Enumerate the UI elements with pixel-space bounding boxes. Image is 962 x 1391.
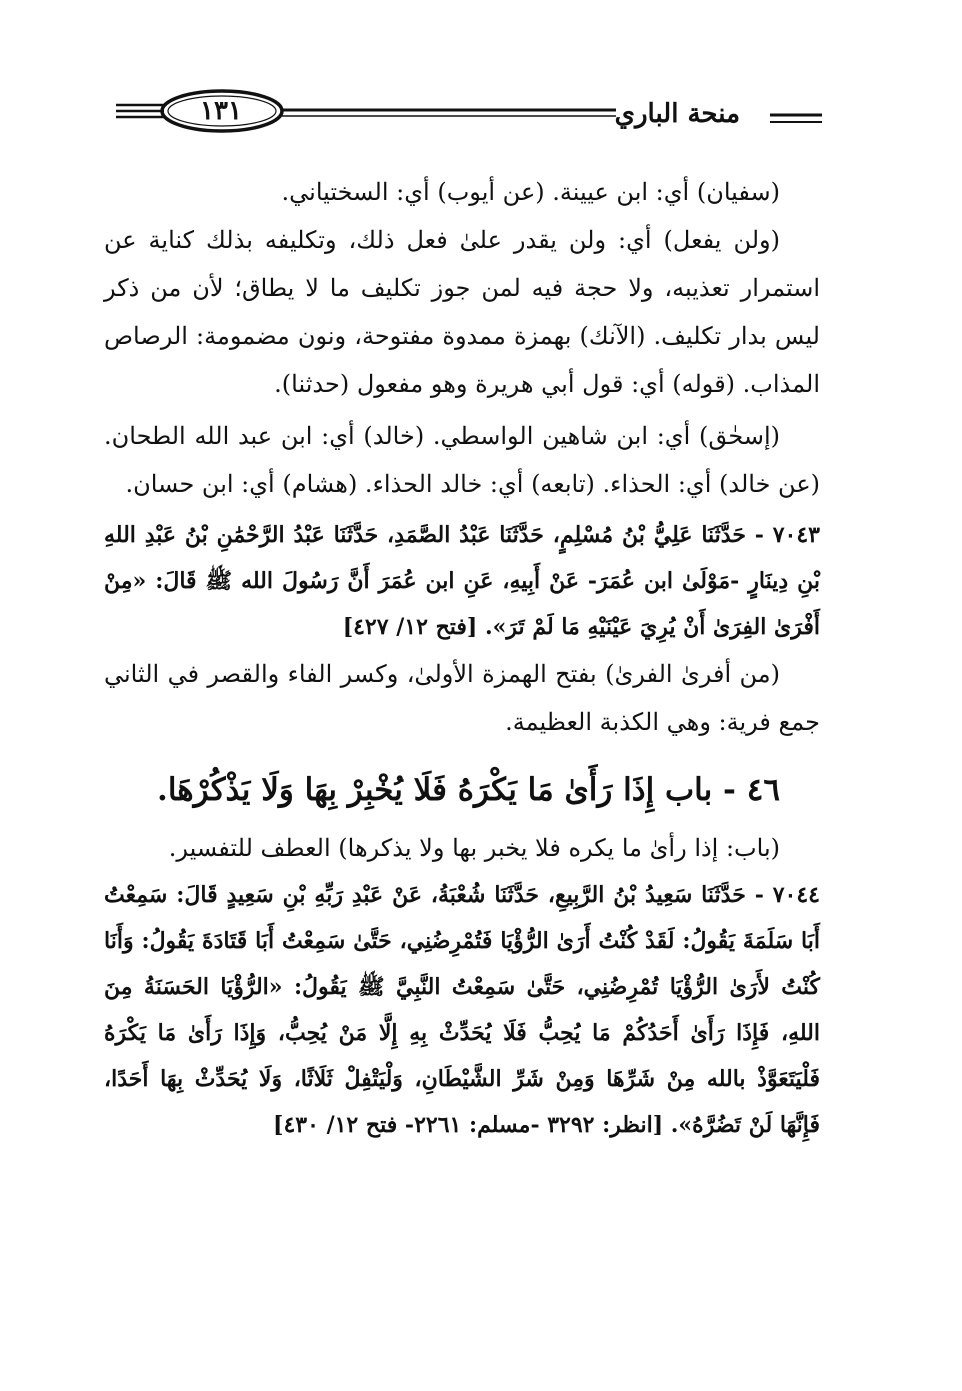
page-content — [104, 168, 820, 1148]
page-header — [110, 88, 822, 138]
commentary-paragraph: (سفيان) أي: ابن عيينة. (عن أيوب) أي: السختياني. — [281, 178, 780, 206]
hadith-text: ٧٠٤٣ - حَدَّثَنَا عَلِيُّ بْنُ مُسْلِمٍ، حَدَّثَنَا عَبْدُ الصَّمَدِ، حَدَّثَنَا عَبْدُ الرَّحْمَٰنِ بْنُ عَبْدِ اللهِ بْنِ دِينَارٍ -مَوْلَىٰ ابن عُمَرَ- عَنْ أَبِيهِ، عَنِ ابن عُمَرَ أَنَّ رَسُولَ الله ﷺ قَالَ: «مِنْ أَفْرَىٰ الفِرَىٰ أَنْ يُرِيَ عَيْنَيْهِ مَا لَمْ تَرَ». [فتح ١٢/ ٤٢٧] — [104, 522, 820, 640]
chapter-heading: ٤٦ - باب إِذَا رَأَىٰ مَا يَكْرَهُ فَلَا يُخْبِرْ بِهَا وَلَا يَذْكُرْهَا. — [157, 772, 780, 808]
hadith-commentary: (من أفرىٰ الفرىٰ) بفتح الهمزة الأولىٰ، وكسر الفاء والقصر في الثاني جمع فرية: وهي الكذبة العظيمة. — [104, 660, 820, 736]
hadith-text: ٧٠٤٤ - حَدَّثَنَا سَعِيدُ بْنُ الرَّبِيعِ، حَدَّثَنَا شُعْبَةُ، عَنْ عَبْدِ رَبِّهِ بْنِ سَعِيدٍ قَالَ: سَمِعْتُ أَبَا سَلَمَةَ يَقُولُ: لَقَدْ كُنْتُ أَرَىٰ الرُّؤْيَا فَتُمْرِضُنِي، حَتَّىٰ سَمِعْتُ أَبَا قَتَادَةَ يَقُولُ: وَأَنَا كُنْتُ لأَرَىٰ الرُّؤْيَا تُمْرِضُنِي، حَتَّىٰ سَمِعْتُ النَّبِيَّ ﷺ يَقُولُ: «الرُّؤْيَا الحَسَنَةُ مِنَ اللهِ، فَإِذَا رَأَىٰ أَحَدُكُمْ مَا يُحِبُّ فَلَا يُحَدِّثْ بِهِ إِلَّا مَنْ يُحِبُّ، وَإِذَا رَأَىٰ مَا يَكْرَهُ فَلْيَتَعَوَّذْ بالله مِنْ شَرِّهَا وَمِنْ شَرِّ الشَّيْطَانِ، وَلْيَتْفِلْ ثَلَاثًا، وَلَا يُحَدِّثْ بِهَا أَحَدًا، فَإِنَّهَا لَنْ تَضُرَّهُ». [انظر: ٣٢٩٢ -مسلم: ٢٢٦١- فتح ١٢/ ٤٣٠] — [104, 882, 820, 1138]
chapter-commentary: (باب: إذا رأىٰ ما يكره فلا يخبر بها ولا يذكرها) العطف للتفسير. — [168, 834, 780, 862]
commentary-paragraph: (ولن يفعل) أي: ولن يقدر علىٰ فعل ذلك، وتكليفه بذلك كناية عن استمرار تعذيبه، ولا حجة فيه لمن جوز تكليف ما لا يطاق؛ لأن من ذكر ليس بدار تكليف. (الآنك) بهمزة ممدوة مفتوحة، ونون مضمومة: الرصاص المذاب. (قوله) أي: قول أبي هريرة وهو مفعول (حدثنا). — [104, 226, 820, 398]
page-number: ١٣١ — [200, 96, 242, 126]
commentary-paragraph: (إسحٰق) أي: ابن شاهين الواسطي. (خالد) أي: ابن عبد الله الطحان. (عن خالد) أي: الحذاء. (تابعه) أي: خالد الحذاء. (هشام) أي: ابن حسان. — [104, 422, 820, 498]
book-title: منحة الباري — [614, 99, 740, 129]
